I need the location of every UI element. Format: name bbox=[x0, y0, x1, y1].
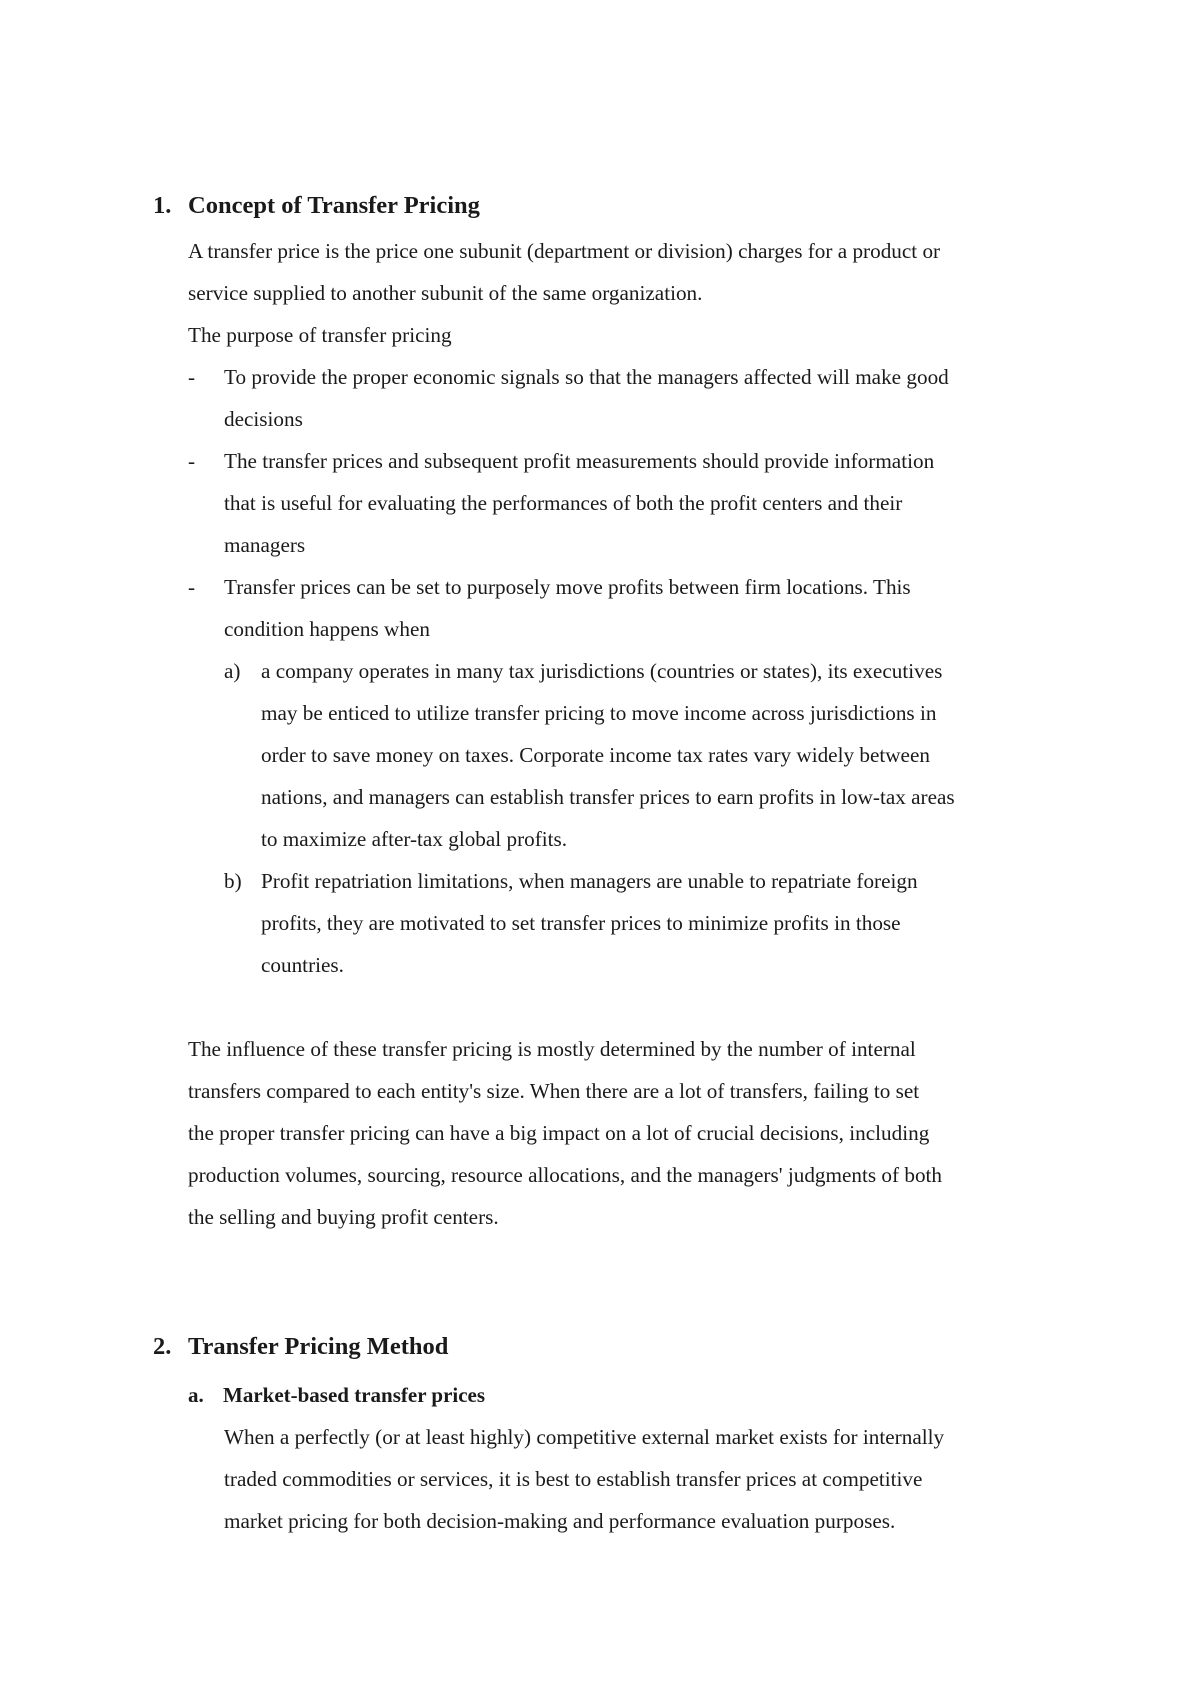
sub-item-a-line: to maximize after-tax global profits. bbox=[261, 827, 568, 851]
bullet-2-line: that is useful for evaluating the performances of both the profit centers and their bbox=[224, 491, 903, 515]
sub-item-a-line: a company operates in many tax jurisdictions (countries or states), its executives bbox=[261, 659, 943, 683]
influence-line: production volumes, sourcing, resource allocations, and the managers' judgments of both bbox=[188, 1163, 943, 1187]
section-1-title: Concept of Transfer Pricing bbox=[188, 192, 480, 219]
influence-line: The influence of these transfer pricing is mostly determined by the number of internal bbox=[188, 1037, 916, 1061]
subsection-a-title: Market-based transfer prices bbox=[223, 1383, 486, 1407]
market-based-line: traded commodities or services, it is best to establish transfer prices at competitive bbox=[224, 1467, 923, 1491]
bullet-marker: - bbox=[188, 575, 196, 599]
bullet-2-line: The transfer prices and subsequent profit measurements should provide information bbox=[224, 449, 935, 473]
market-based-line: When a perfectly (or at least highly) competitive external market exists for internally bbox=[224, 1425, 945, 1449]
sub-item-b-marker: b) bbox=[224, 869, 242, 893]
section-1-number: 1. bbox=[153, 192, 172, 219]
purpose-heading: The purpose of transfer pricing bbox=[188, 323, 452, 347]
intro-line: service supplied to another subunit of the same organization. bbox=[188, 281, 703, 305]
intro-line: A transfer price is the price one subunit (department or division) charges for a product or bbox=[188, 239, 941, 263]
sub-item-a-line: order to save money on taxes. Corporate income tax rates vary widely between bbox=[261, 743, 930, 767]
influence-line: the proper transfer pricing can have a big impact on a lot of crucial decisions, including bbox=[188, 1121, 930, 1145]
subsection-a-number: a. bbox=[188, 1383, 204, 1407]
section-2-number: 2. bbox=[153, 1333, 172, 1360]
bullet-marker: - bbox=[188, 449, 196, 473]
influence-line: transfers compared to each entity's size. When there are a lot of transfers, failing to set bbox=[188, 1079, 920, 1103]
influence-line: the selling and buying profit centers. bbox=[188, 1205, 499, 1229]
sub-item-a-marker: a) bbox=[224, 659, 241, 683]
sub-item-b-line: profits, they are motivated to set transfer prices to minimize profits in those bbox=[261, 911, 901, 935]
bullet-1-line: decisions bbox=[224, 407, 303, 431]
market-based-line: market pricing for both decision-making and performance evaluation purposes. bbox=[224, 1509, 896, 1533]
bullet-2-line: managers bbox=[224, 533, 306, 557]
bullet-1-line: To provide the proper economic signals so that the managers affected will make good bbox=[224, 365, 949, 389]
sub-item-a-line: nations, and managers can establish transfer prices to earn profits in low-tax areas bbox=[261, 785, 955, 809]
sub-item-b-line: Profit repatriation limitations, when managers are unable to repatriate foreign bbox=[261, 869, 918, 893]
section-2-title: Transfer Pricing Method bbox=[188, 1333, 449, 1360]
bullet-3-line: Transfer prices can be set to purposely move profits between firm locations. This bbox=[224, 575, 911, 599]
sub-item-b-line: countries. bbox=[261, 953, 344, 977]
sub-item-a-line: may be enticed to utilize transfer pricing to move income across jurisdictions in bbox=[261, 701, 937, 725]
bullet-3-line: condition happens when bbox=[224, 617, 430, 641]
bullet-marker: - bbox=[188, 365, 196, 389]
